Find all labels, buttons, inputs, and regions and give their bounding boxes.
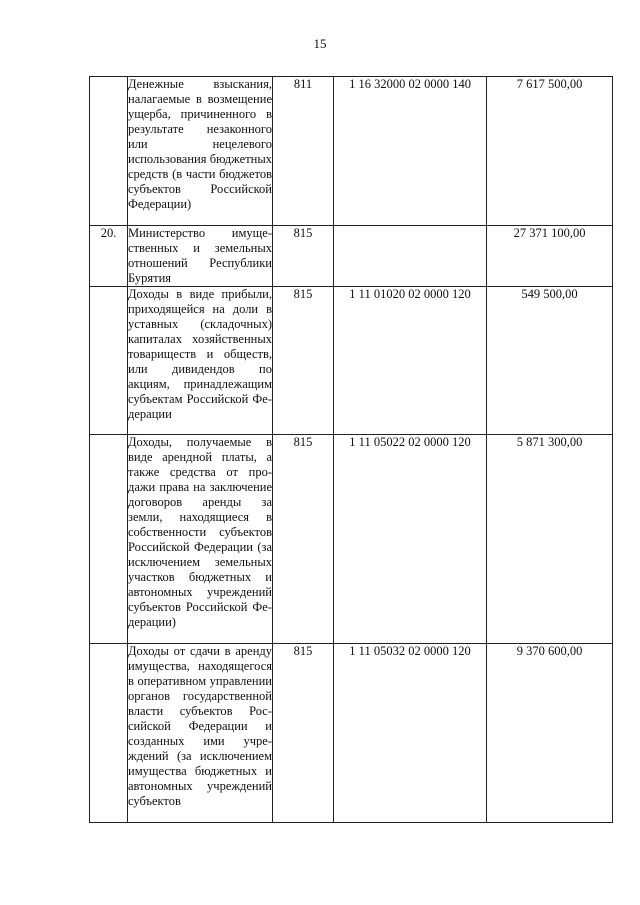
budget-classification-code bbox=[334, 226, 487, 287]
table-row bbox=[90, 287, 613, 435]
table-row bbox=[90, 435, 613, 644]
amount: 549 500,00 bbox=[487, 287, 613, 435]
amount: 7 617 500,00 bbox=[487, 77, 613, 226]
revenue-name: Денежные взыскания, налагаемые в возмещение ущерба, причиненного в результате незаконного или нецелевого использования бюджетных средств (в части бюджетов субъектов Российской Федерации) bbox=[128, 77, 273, 226]
admin-code: 815 bbox=[273, 287, 334, 435]
revenue-name: Министерство имущественных и земельных отношений Республики Бурятия bbox=[128, 226, 272, 285]
admin-code: 815 bbox=[273, 435, 334, 644]
row-number: 20. bbox=[90, 226, 128, 287]
budget-classification-code: 1 11 01020 02 0000 120 bbox=[334, 287, 487, 435]
table-row bbox=[90, 77, 613, 226]
row-number bbox=[90, 287, 128, 435]
amount: 5 871 300,00 bbox=[487, 435, 613, 644]
admin-code: 811 bbox=[273, 77, 334, 226]
budget-classification-code: 1 11 05022 02 0000 120 bbox=[334, 435, 487, 644]
amount: 27 371 100,00 bbox=[487, 226, 613, 287]
table-row bbox=[90, 644, 613, 823]
admin-code: 815 bbox=[273, 644, 334, 823]
revenue-name: Доходы, получаемые в виде арендной платы, а также средства от продажи права на заключение договоров аренды за земли, находящиеся в собственности субъектов Российской Федерации (за исключением земельных участков бюджетных и автономных учреждений субъектов Российской Федерации) bbox=[128, 435, 273, 644]
page-number: 15 bbox=[313, 36, 327, 51]
row-number bbox=[90, 77, 128, 226]
revenue-name: Доходы в виде прибыли, приходящейся на доли в уставных (складочных) капиталах хозяйственных товариществ и обществ, или дивидендов по акциям, принадлежащим субъектам Российской Федерации bbox=[128, 287, 273, 435]
table-row bbox=[90, 226, 613, 287]
budget-classification-code: 1 11 05032 02 0000 120 bbox=[334, 644, 487, 823]
revenue-table bbox=[89, 76, 613, 823]
admin-code: 815 bbox=[273, 226, 334, 287]
row-number bbox=[90, 644, 128, 823]
budget-classification-code: 1 16 32000 02 0000 140 bbox=[334, 77, 487, 226]
revenue-name: Доходы от сдачи в аренду имущества, находящегося в оперативном управлении органов государственной власти субъектов Российской Федерации и созданных ими учреждений (за исключением имущества бюджетных и автономных учреждений субъектов bbox=[128, 644, 273, 823]
amount: 9 370 600,00 bbox=[487, 644, 613, 823]
row-number bbox=[90, 435, 128, 644]
